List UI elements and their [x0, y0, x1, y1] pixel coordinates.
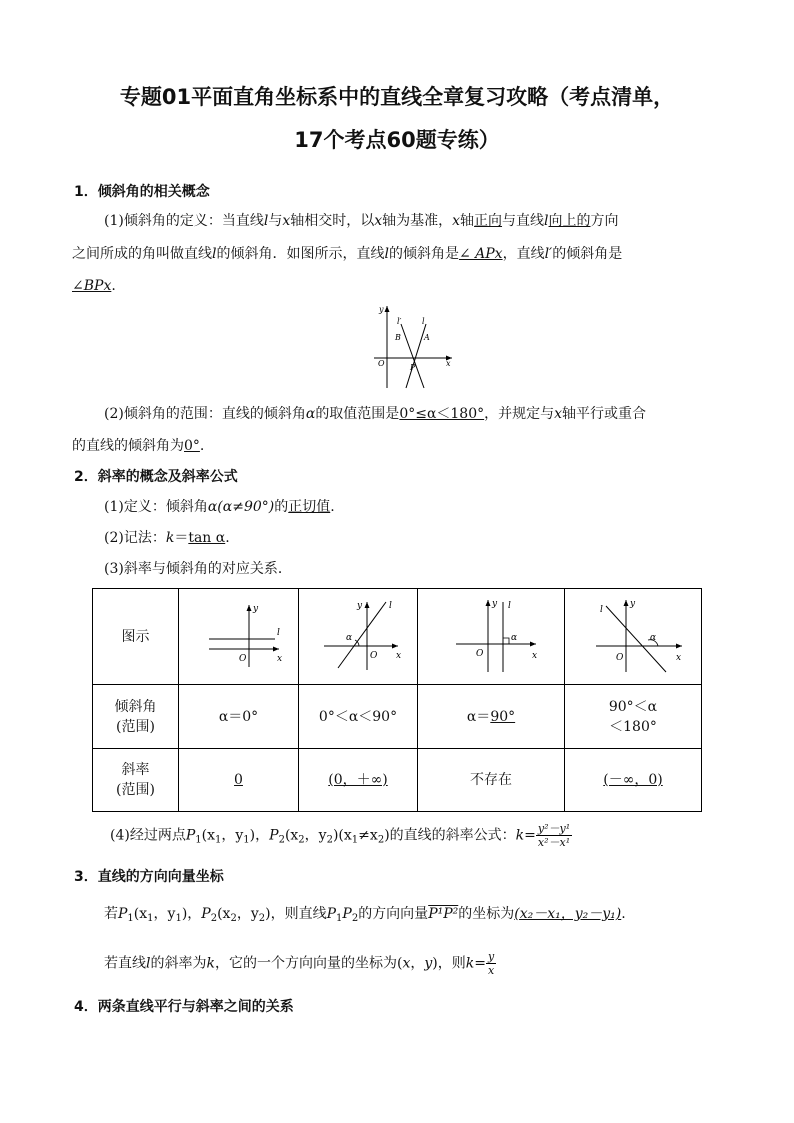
table-cell: (－∞，0)	[565, 749, 702, 812]
svg-text:A: A	[424, 333, 430, 342]
s1-paragraph-line-2: 之间所成的角叫做直线l的倾斜角．如图所示，直线l的倾斜角是∠ APx，直线l′的倾斜角是	[72, 246, 623, 262]
table-cell: 不存在	[418, 749, 565, 812]
svg-text:x: x	[396, 650, 402, 661]
inclination-figure	[366, 300, 458, 392]
svg-text:l: l	[508, 600, 511, 611]
section-3-heading: 3．直线的方向向量坐标	[74, 869, 224, 885]
s2-notation: (2)记法：k＝tan α.	[104, 530, 230, 546]
table-cell: 倾斜角 (范围)	[93, 685, 179, 749]
svg-text:l: l	[600, 604, 603, 615]
svg-text:y: y	[252, 603, 258, 614]
svg-text:y: y	[357, 600, 363, 611]
table-cell: 0°＜α＜90°	[299, 685, 418, 749]
section-4-heading: 4．两条直线平行与斜率之间的关系	[74, 999, 294, 1015]
svg-text:O: O	[370, 650, 378, 661]
svg-text:α: α	[346, 632, 353, 643]
yx-fraction: $\frac{y}{x}$	[487, 950, 495, 977]
table-cell: 90°＜α ＜180°	[565, 685, 702, 749]
svg-text:x: x	[446, 359, 451, 368]
vector-p1p2: P¹P²	[428, 906, 459, 922]
svg-text:α: α	[650, 632, 657, 643]
svg-text:O: O	[378, 359, 385, 368]
table-cell: 0	[179, 749, 299, 812]
s1-range-line-1: (2)倾斜角的范围：直线的倾斜角α的取值范围是0°≤α＜180°，并规定与x轴平行或重合	[104, 406, 647, 422]
svg-text:x: x	[676, 652, 682, 663]
svg-text:y: y	[492, 598, 498, 609]
svg-text:x: x	[532, 650, 538, 661]
table-cell	[299, 589, 418, 685]
svg-text:O: O	[616, 652, 624, 663]
s2-relation: (3)斜率与倾斜角的对应关系．	[104, 561, 292, 577]
table-cell	[565, 589, 702, 685]
svg-text:P: P	[410, 363, 416, 372]
page-title-line-2: 17个考点60题专练）	[294, 128, 500, 152]
table-row	[93, 685, 702, 749]
answer-vector: (x₂－x₁，y₂－y₁)	[514, 906, 622, 922]
table-cell	[418, 589, 565, 685]
table-row	[93, 749, 702, 812]
page-title-line-1: 专题01平面直角坐标系中的直线全章复习攻略（考点清单，	[119, 85, 675, 109]
table-row	[93, 589, 702, 685]
table-cell: α＝90°	[418, 685, 565, 749]
table-cell: α＝0°	[179, 685, 299, 749]
s1-paragraph-line-3: ∠BPx.	[72, 278, 116, 294]
s1-range-line-2: 的直线的倾斜角为0°.	[72, 438, 205, 454]
svg-text:y: y	[379, 305, 384, 314]
s3-direction-vector: 若$P_1(x_1$，$y_1$)，$P_2(x_2$，$y_2$)，则直线$P_1P_2$的方向向量P¹P²的坐标为(x₂－x₁，y₂－y₁).	[104, 906, 626, 924]
table-cell: 图示	[93, 589, 179, 685]
table-cell: 斜率 (范围)	[93, 749, 179, 812]
slope-fraction: $\frac{\text{y²－y¹}}{\text{x²－x¹}}$	[537, 822, 571, 849]
answer-k-tan: tan α	[188, 530, 226, 546]
s3-slope-vector: 若直线l的斜率为k，它的一个方向向量的坐标为(x，y)，则k= $\frac{y}{x}$	[104, 950, 495, 977]
answer-range: 0°≤α＜180°	[399, 406, 485, 422]
section-1-heading: 1．倾斜角的相关概念	[74, 184, 210, 200]
figure-alpha-zero	[191, 599, 287, 669]
table-cell	[179, 589, 299, 685]
svg-text:l: l	[389, 600, 392, 611]
answer-apx: ∠ APx	[458, 246, 503, 262]
svg-text:x: x	[276, 653, 282, 664]
svg-text:l′: l′	[397, 317, 402, 326]
table-cell: (0，＋∞)	[299, 749, 418, 812]
answer-bpx: ∠BPx	[72, 278, 112, 294]
answer-tangent: 正切值	[288, 499, 331, 515]
svg-text:l: l	[276, 627, 280, 638]
s2-definition: (1)定义：倾斜角α(α≠90°)的正切值.	[104, 499, 335, 515]
figure-acute-angle	[310, 596, 406, 672]
section-2-heading: 2．斜率的概念及斜率公式	[74, 469, 238, 485]
figure-obtuse-angle	[578, 594, 688, 674]
svg-text:y: y	[630, 598, 636, 609]
answer-90: 90°	[490, 708, 516, 725]
s2-slope-formula: (4)经过两点$P_1(x_1$，$y_1$)，$P_2(x_2$，$y_2)(x_1\ne x_2)$的直线的斜率公式：k= $\frac{\text{y²－y¹}}{\text{x²－x¹}}$	[110, 822, 571, 849]
svg-text:O: O	[476, 648, 484, 659]
answer-zero: 0°	[184, 438, 200, 454]
svg-text:l: l	[422, 317, 425, 326]
svg-text:α: α	[511, 632, 518, 643]
svg-text:B: B	[395, 333, 401, 342]
figure-right-angle	[436, 594, 546, 674]
s1-paragraph-line-1: (1)倾斜角的定义：当直线l与x轴相交时，以x轴为基准，x轴正向与直线l向上的方向	[104, 213, 619, 229]
svg-text:O: O	[238, 653, 246, 664]
slope-angle-table	[92, 588, 702, 812]
